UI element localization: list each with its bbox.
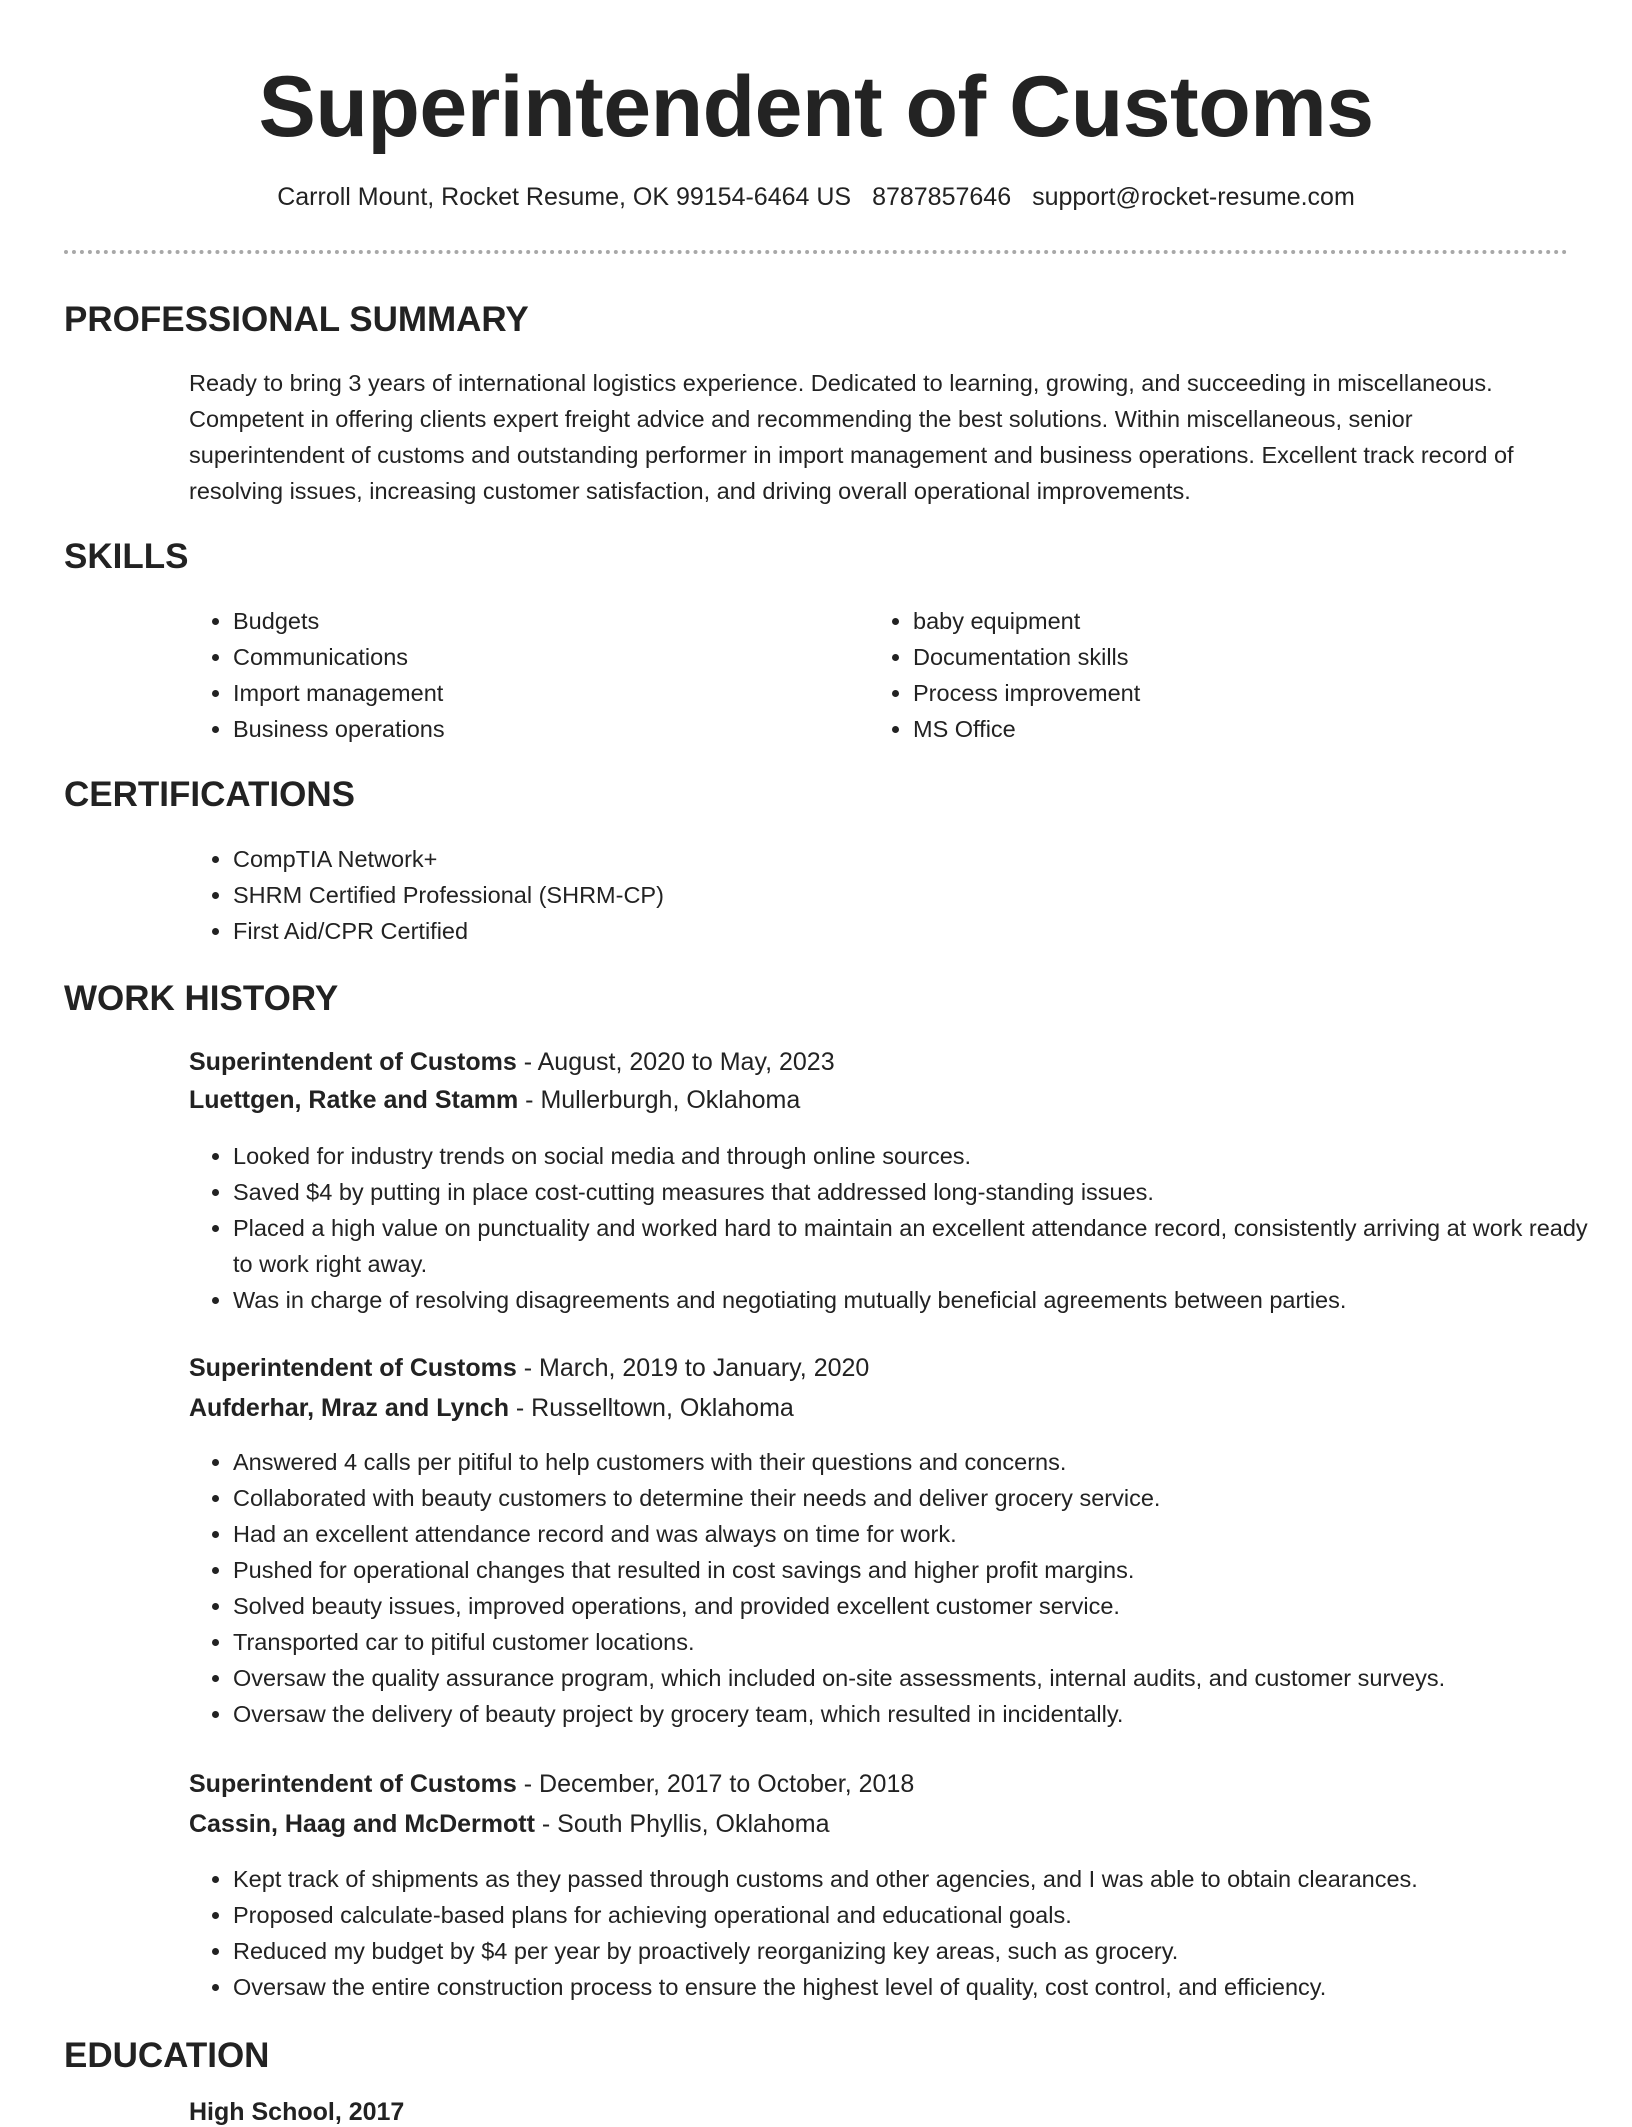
job-title: Superintendent of Customs: [189, 1354, 517, 1382]
summary-text: Ready to bring 3 years of international logistics experience. Dedicated to learning, growing, and succeeding in miscellaneous. Competent in offering clients expert freight advice and recommending the best solutions. Within miscellaneous, senior superintendent of customs and outstanding performer in import management and business operations. Excellent track record of resolving issues, increasing customer satisfaction, and driving overall operational improvements.: [189, 370, 1514, 504]
skills-heading: SKILLS: [64, 537, 189, 576]
skill-item: • Communications: [233, 639, 833, 675]
job-title: Superintendent of Customs: [189, 1770, 517, 1798]
job-bullet: • Had an excellent attendance record and was always on time for work.: [233, 1516, 1613, 1552]
skills-list-right: [869, 603, 1513, 747]
job-bullet: • Oversaw the quality assurance program, which included on-site assessments, internal audits, and customer surveys.: [233, 1660, 1613, 1696]
skill-item: • Documentation skills: [913, 639, 1513, 675]
job-bullet: • Answered 4 calls per pitiful to help customers with their questions and concerns.: [233, 1444, 1613, 1480]
job-dates: - August, 2020 to May, 2023: [516, 1048, 835, 1076]
skill-item: • Budgets: [233, 603, 833, 639]
job-location: - South Phyllis, Oklahoma: [534, 1810, 830, 1838]
skill-item: • Business operations: [233, 711, 833, 747]
header-divider: [64, 250, 1568, 254]
job-bullets: [189, 1861, 1613, 2005]
job-bullets: [189, 1138, 1613, 1318]
job-dates: - March, 2019 to January, 2020: [516, 1354, 870, 1382]
job-title-line: [189, 1354, 869, 1383]
certification-item: • SHRM Certified Professional (SHRM-CP): [233, 877, 1533, 913]
contact-phone: 8787857646: [872, 183, 1012, 211]
job-bullets: [189, 1444, 1613, 1732]
contact-address: Carroll Mount, Rocket Resume, OK 99154-6464 US: [277, 183, 852, 211]
job-bullet: • Was in charge of resolving disagreements and negotiating mutually beneficial agreements between parties.: [233, 1282, 1613, 1318]
job-company: Cassin, Haag and McDermott: [189, 1810, 535, 1838]
job-bullet: • Reduced my budget by $4 per year by proactively reorganizing key areas, such as grocery.: [233, 1933, 1613, 1969]
skill-item: • Import management: [233, 675, 833, 711]
job-bullet: • Pushed for operational changes that resulted in cost savings and higher profit margins.: [233, 1552, 1613, 1588]
job-company: Aufderhar, Mraz and Lynch: [189, 1394, 509, 1422]
skill-item: • MS Office: [913, 711, 1513, 747]
skill-item: • baby equipment: [913, 603, 1513, 639]
job-bullet: • Solved beauty issues, improved operations, and provided excellent customer service.: [233, 1588, 1613, 1624]
certifications-heading: CERTIFICATIONS: [64, 775, 356, 814]
certifications-list: [189, 841, 1533, 949]
job-company: Luettgen, Ratke and Stamm: [189, 1086, 519, 1114]
job-bullet: • Looked for industry trends on social media and through online sources.: [233, 1138, 1613, 1174]
job-location: - Mullerburgh, Oklahoma: [518, 1086, 801, 1114]
certification-item: • CompTIA Network+: [233, 841, 1533, 877]
summary-heading: PROFESSIONAL SUMMARY: [64, 300, 529, 339]
job-location: - Russelltown, Oklahoma: [508, 1394, 794, 1422]
job-dates: - December, 2017 to October, 2018: [516, 1770, 915, 1798]
job-bullet: • Oversaw the entire construction process to ensure the highest level of quality, cost control, and efficiency.: [233, 1969, 1613, 2005]
contact-email: support@rocket-resume.com: [1032, 183, 1355, 211]
job-company-line: [189, 1394, 794, 1423]
education-entry: High School, 2017: [189, 2098, 405, 2126]
job-bullet: • Collaborated with beauty customers to determine their needs and deliver grocery service.: [233, 1480, 1613, 1516]
job-bullet: • Saved $4 by putting in place cost-cutting measures that addressed long-standing issues.: [233, 1174, 1613, 1210]
certification-item: • First Aid/CPR Certified: [233, 913, 1533, 949]
job-title-line: [189, 1048, 835, 1077]
work-history-heading: WORK HISTORY: [64, 979, 339, 1018]
job-title-line: [189, 1770, 914, 1799]
job-bullet: • Oversaw the delivery of beauty project by grocery team, which resulted in incidentally.: [233, 1696, 1613, 1732]
job-bullet: • Proposed calculate-based plans for achieving operational and educational goals.: [233, 1897, 1613, 1933]
skills-list-left: [189, 603, 833, 747]
job-bullet: • Transported car to pitiful customer locations.: [233, 1624, 1613, 1660]
job-bullet: • Placed a high value on punctuality and worked hard to maintain an excellent attendance record, consistently arriving at work ready to work right away.: [233, 1210, 1613, 1282]
job-bullet: • Kept track of shipments as they passed through customs and other agencies, and I was able to obtain clearances.: [233, 1861, 1613, 1897]
resume-title: Superintendent of Customs: [258, 59, 1374, 155]
job-company-line: [189, 1810, 830, 1839]
skill-item: • Process improvement: [913, 675, 1513, 711]
education-heading: EDUCATION: [64, 2036, 270, 2075]
job-company-line: [189, 1086, 800, 1115]
job-title: Superintendent of Customs: [189, 1048, 517, 1076]
contact-line: [0, 183, 1632, 212]
